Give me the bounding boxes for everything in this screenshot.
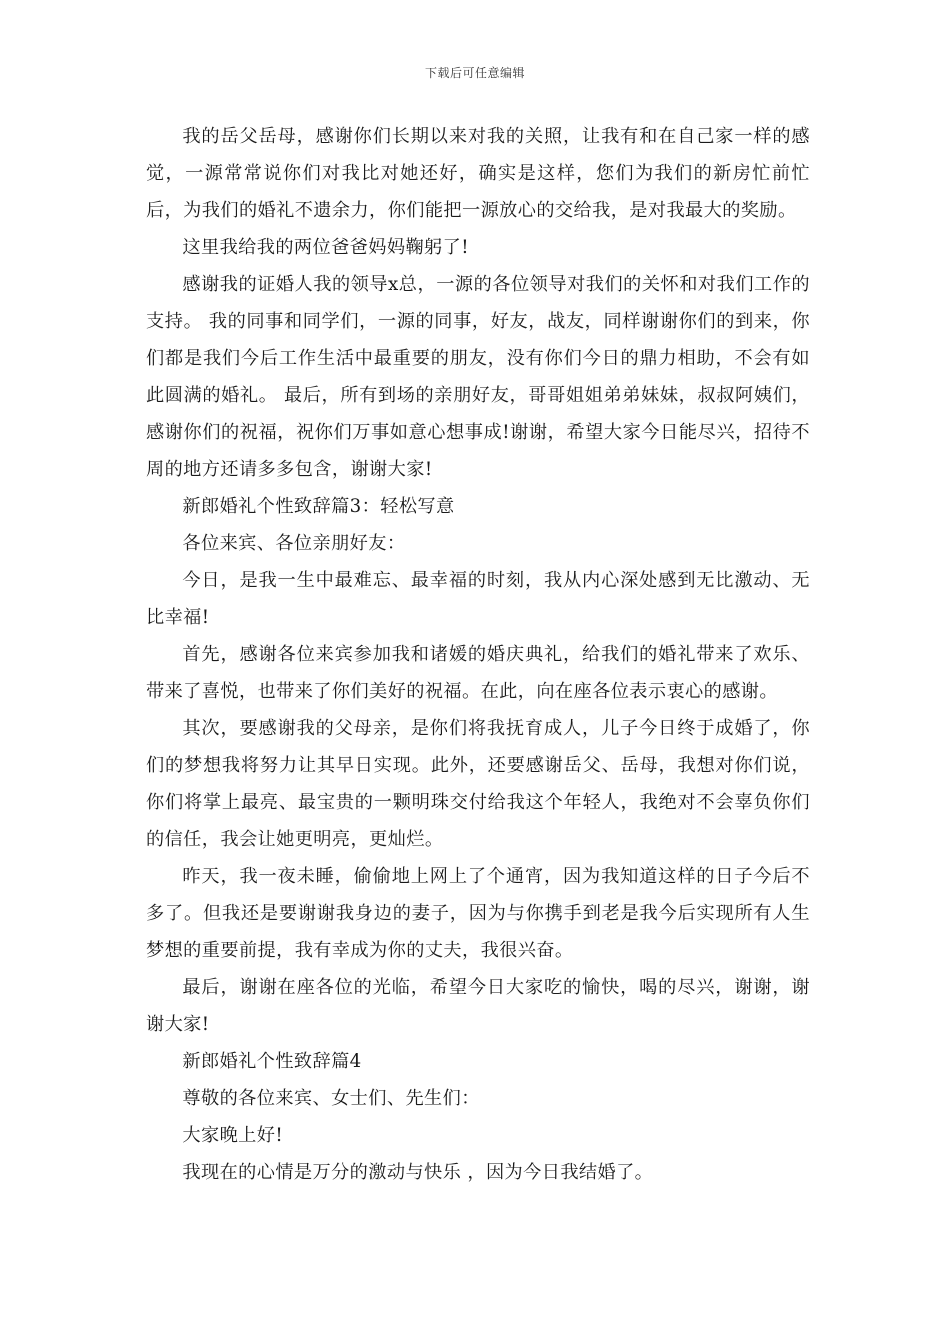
paragraph: 我的岳父岳母，感谢你们长期以来对我的关照，让我有和在自己家一样的感觉，一源常常说你们对我比对她还好，确实是这样，您们为我们的新房忙前忙后，为我们的婚礼不遗余力，你们能把一源放心的交给我，是对我最大的奖励。 xyxy=(146,126,810,221)
section-heading: 新郎婚礼个性致辞篇3：轻松写意 xyxy=(182,496,455,517)
paragraph: 其次，要感谢我的父母亲，是你们将我抚育成人，儿子今日终于成婚了，你们的梦想我将努力让其早日实现。此外，还要感谢岳父、岳母，我想对你们说，你们将掌上最亮、最宝贵的一颗明珠交付给我这个年轻人，我绝对不会辜负你们的信任，我会让她更明亮，更灿烂。 xyxy=(146,718,810,850)
salutation: 尊敬的各位来宾、女士们、先生们： xyxy=(182,1088,480,1109)
section-heading: 新郎婚礼个性致辞篇4 xyxy=(182,1051,362,1072)
document-body xyxy=(146,118,810,1191)
paragraph: 大家晚上好! xyxy=(182,1125,284,1146)
page-header: 下载后可任意编辑 xyxy=(424,66,525,80)
paragraph: 首先，感谢各位来宾参加我和诸媛的婚庆典礼，给我们的婚礼带来了欢乐、带来了喜悦，也带来了你们美好的祝福。在此，向在座各位表示衷心的感谢。 xyxy=(146,644,810,702)
salutation: 各位来宾、各位亲朋好友： xyxy=(182,533,406,554)
paragraph: 我现在的心情是万分的激动与快乐 ，因为今日我结婚了。 xyxy=(182,1162,654,1183)
paragraph: 最后，谢谢在座各位的光临，希望今日大家吃的愉快，喝的尽兴，谢谢，谢谢大家! xyxy=(146,977,810,1035)
paragraph: 感谢我的证婚人我的领导x总，一源的各位领导对我们的关怀和对我们工作的支持。 我的同事和同学们，一源的同事，好友，战友，同样谢谢你们的到来，你们都是我们今后工作生活中最重要的朋友，没有你们今日的鼎力相助，不会有如此圆满的婚礼。 最后，所有到场的亲朋好友，哥哥姐姐弟弟妹妹，叔叔阿姨们，感谢你们的祝福，祝你们万事如意心想事成!谢谢，希望大家今日能尽兴，招待不周的地方还请多多包含，谢谢大家! xyxy=(146,274,810,480)
paragraph: 昨天，我一夜未睡，偷偷地上网上了个通宵，因为我知道这样的日子今后不多了。但我还是要谢谢我身边的妻子，因为与你携手到老是我今后实现所有人生梦想的重要前提，我有幸成为你的丈夫，我很兴奋。 xyxy=(146,866,810,961)
paragraph: 今日，是我一生中最难忘、最幸福的时刻，我从内心深处感到无比激动、无比幸福! xyxy=(146,570,810,628)
paragraph: 这里我给我的两位爸爸妈妈鞠躬了! xyxy=(182,237,469,258)
